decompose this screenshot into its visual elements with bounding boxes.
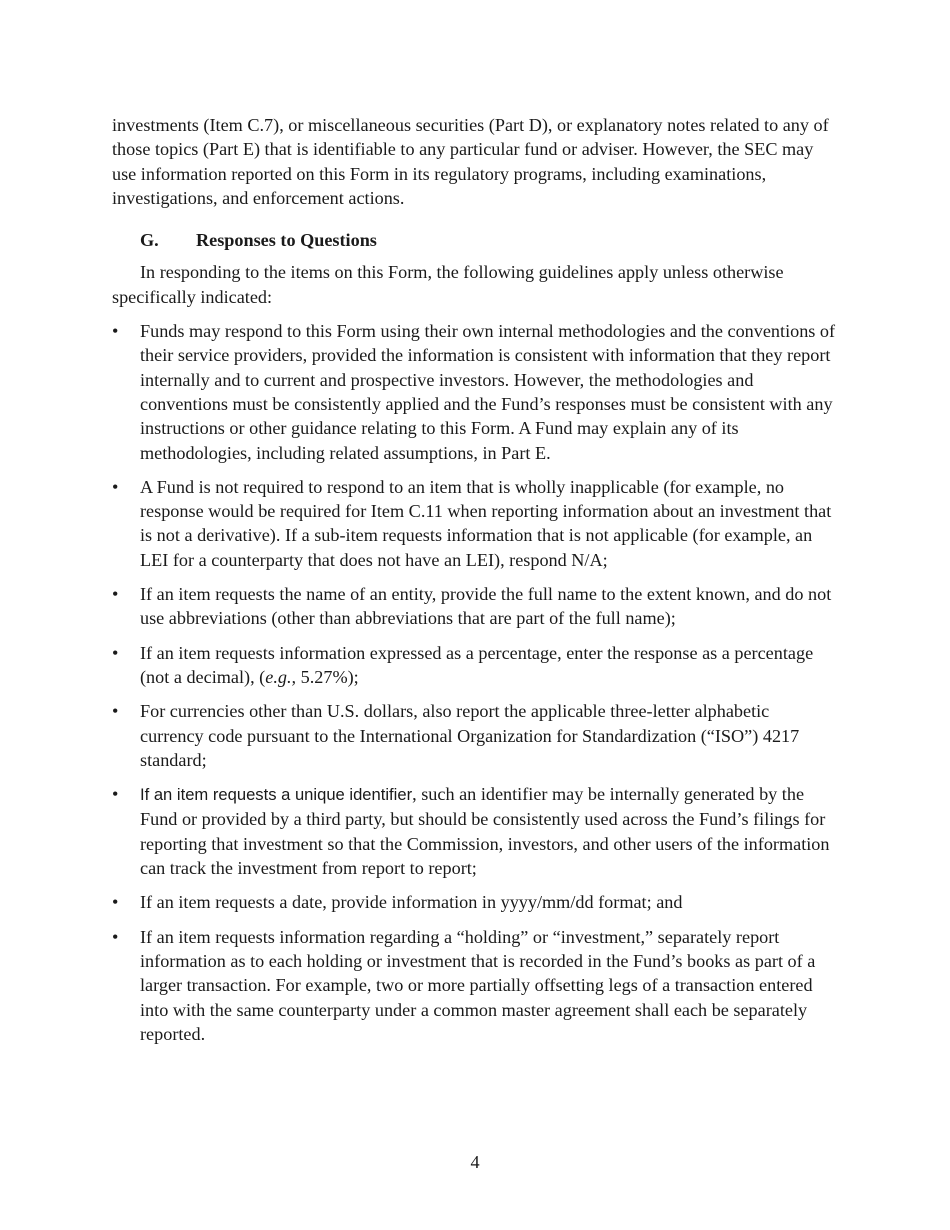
intro-paragraph: investments (Item C.7), or miscellaneous securities (Part D), or explanatory notes related to any of those topics (Part E) that is identifiable to any particular fund or adviser. However, the SEC may use information reported on this Form in its regulatory programs, including examinations, investigations, and enforcement actions. bbox=[112, 115, 829, 208]
list-item bbox=[112, 582, 836, 631]
list-item bbox=[112, 641, 836, 690]
list-item-text: If an item requests information regarding a “holding” or “investment,” separately report information as to each holding or investment that is recorded in the Fund’s books as part of a larger transaction. For example, two or more partially offsetting legs of a transaction entered into with the same counterparty under a common master agreement shall each be separately reported. bbox=[140, 926, 816, 1044]
list-item-text: If an item requests a date, provide information in yyyy/mm/dd format; and bbox=[140, 892, 683, 913]
list-item bbox=[112, 699, 836, 772]
bullet-icon: • bbox=[112, 926, 119, 947]
list-item-text: If an item requests the name of an entity, provide the full name to the extent known, and do not use abbreviations (other than abbreviations that are part of the full name); bbox=[140, 584, 832, 629]
list-item-text bbox=[140, 643, 813, 687]
list-item bbox=[112, 782, 836, 880]
section-heading bbox=[140, 228, 836, 252]
bullet-icon: • bbox=[112, 642, 119, 663]
bullet-icon: • bbox=[112, 584, 119, 605]
section-title: Responses to Questions bbox=[196, 230, 377, 251]
bullet-icon: • bbox=[112, 476, 119, 497]
list-item bbox=[112, 925, 836, 1046]
list-item-text-sans: If an item requests a unique identifier bbox=[140, 785, 413, 805]
list-item bbox=[112, 319, 836, 465]
list-item-text-italic: e.g., bbox=[265, 666, 297, 687]
list-item-text: Funds may respond to this Form using their own internal methodologies and the conventions of their service providers, provided the information is consistent with information that they report internally and to current and prospective investors. However, the methodologies and conventions must be consistently applied and the Fund’s responses must be consistent with any instructions or other guidance relating to this Form. A Fund may explain any of its methodologies, including related assumptions, in Part E. bbox=[140, 321, 836, 463]
bullet-icon: • bbox=[112, 701, 119, 722]
list-item-text: For currencies other than U.S. dollars, also report the applicable three-letter alphabetic currency code pursuant to the International Organization for Standardization (“ISO”) 4217 standard; bbox=[140, 701, 800, 770]
page-number: 4 bbox=[470, 1152, 480, 1172]
section-number: G. bbox=[140, 230, 159, 251]
guidelines-list bbox=[112, 319, 836, 1046]
list-item-text bbox=[140, 784, 830, 878]
list-item bbox=[112, 890, 836, 914]
bullet-icon: • bbox=[112, 784, 119, 805]
bullet-icon: • bbox=[112, 321, 119, 342]
list-item-text-rest: , such an identifier may be internally generated by the Fund or provided by a third party, but should be consistently used across the Fund’s filings for reporting that investment so that the Commission, investors, and other users of the information can track the investment from report to report; bbox=[140, 784, 830, 879]
document-page bbox=[112, 113, 836, 1056]
list-item bbox=[112, 475, 836, 572]
list-item-text-before: If an item requests information expressed as a percentage, enter the response as a percentage (not a decimal), ( bbox=[140, 642, 814, 687]
bullet-icon: • bbox=[112, 892, 119, 913]
lead-paragraph: In responding to the items on this Form, the following guidelines apply unless otherwise specifically indicated: bbox=[112, 262, 784, 307]
list-item-text: A Fund is not required to respond to an item that is wholly inapplicable (for example, no response would be required for Item C.11 when reporting information about an investment that is not a derivative). If a sub-item requests information that is not applicable (for example, an LEI for a counterparty that does not have an LEI), respond N/A; bbox=[140, 476, 832, 570]
list-item-text-after: 5.27%); bbox=[296, 666, 359, 687]
